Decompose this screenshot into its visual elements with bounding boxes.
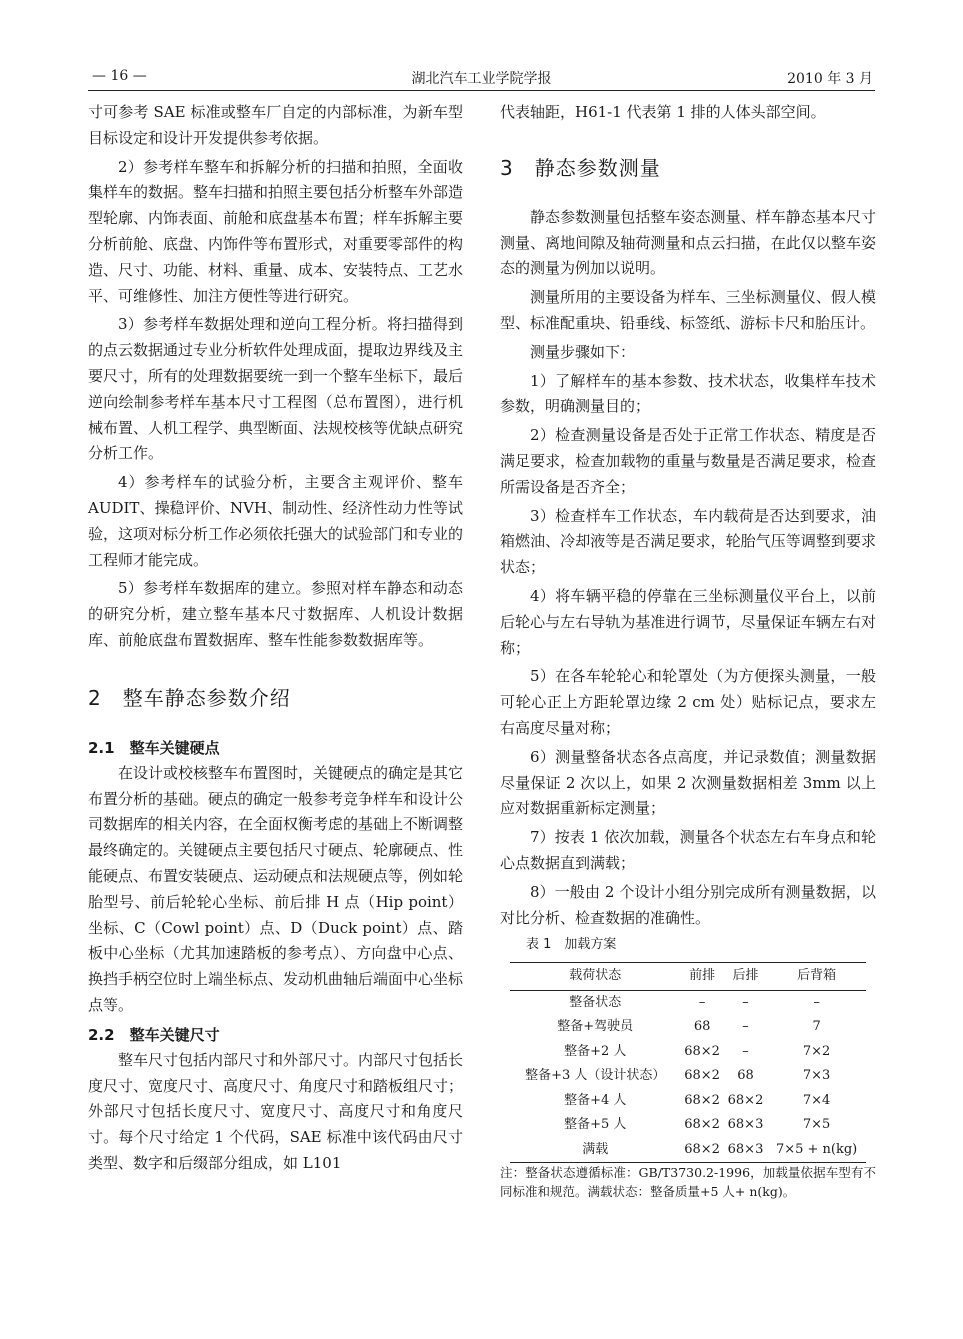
section-2-title: 2 整车静态参数介绍 (88, 685, 291, 710)
journal-name: 湖北汽车工业学院学报 (411, 71, 552, 87)
paragraph: 静态参数测量包括整车姿态测量、样车静态基本尺寸测量、离地间隙及轴荷测量和点云扫描，在此仅以整车姿态的测量为例加以说明。 (500, 207, 876, 278)
paragraph: 7）按表 1 依次加载，测量各个状态左右车身点和轮心点数据直到满载； (500, 828, 876, 872)
paragraph: 8）一般由 2 个设计小组分别完成所有测量数据，以对比分析、检查数据的准确性。 (500, 882, 876, 927)
paragraph: 5）参考样车数据库的建立。参照对样车静态和动态的研究分析，建立整车基本尺寸数据库、人机设计数据库、前舱底盘布置数据库、整车性能参数数据库等。 (88, 579, 463, 649)
table-cell: 7×4 (802, 1092, 831, 1108)
paragraph: 在设计或校核整车布置图时，关键硬点的确定是其它布置分析的基础。硬点的确定一般参考竞争样车和设计公司数据库的相关内容，在全面权衡考虑的基础上不断调整最终确定的。关键硬点主要包括尺寸硬点、轮廓硬点、性能硬点、布置安装硬点、运动硬点和法规硬点等，例如轮胎型号、前后轮轮心坐标、前后排 H 点（Hip point）坐标、C（Cowl point）点、D（Duck point）点、踏板中心坐标（尤其加速踏板的参考点）、方向盘中心点、换挡手柄空位时上端坐标点、发动机曲轴后端面中心坐标点等。 (88, 763, 464, 1014)
left-column (88, 100, 463, 1180)
paragraph: 寸可参考 SAE 标准或整车厂自定的内部标准，为新车型目标设定和设计开发提供参考依据。 (88, 103, 463, 147)
table-cell: 7×5 (802, 1117, 831, 1133)
table-cell: 整备+3 人（设计状态） (525, 1068, 666, 1084)
section-3-title: 3 静态参数测量 (500, 155, 661, 180)
table-cell: – (742, 994, 749, 1010)
paragraph: 2）参考样车整车和拆解分析的扫描和拍照，全面收集样车的数据。整车扫描和拍照主要包括分析整车外部造型轮廓、内饰表面、前舱和底盘基本布置；样车拆解主要分析前舱、底盘、内饰件等布置形式，对重要零部件的构造、尺寸、功能、材料、重量、成本、安装特点、工艺水平、可维修性、加注方便性等进行研究。 (88, 157, 464, 305)
subsection-2-2-title: 2.2 整车关键尺寸 (88, 1025, 220, 1044)
page-header (88, 64, 875, 91)
table-cell: 整备状态 (569, 994, 622, 1010)
table-cell: 7×5 + n(kg) (767, 1138, 866, 1163)
table-cell: 整备+驾驶员 (557, 1019, 634, 1035)
table-cell: 68 (737, 1068, 754, 1084)
table-row (510, 1138, 866, 1163)
table-cell: – (698, 994, 706, 1010)
table-row (510, 1089, 866, 1114)
table-cell: – (742, 1019, 749, 1035)
paragraph: 4）将车辆平稳的停靠在三坐标测量仪平台上，以前后轮心与左右导轨为基准进行调节，尽量保证车辆左右对称； (500, 586, 876, 657)
table-caption: 表 1 加载方案 (526, 937, 617, 953)
table-cell: 68 (693, 1019, 711, 1035)
table-cell: 68×2 (684, 1043, 720, 1059)
table-header-row (510, 963, 866, 991)
paragraph: 3）检查样车工作状态，车内载荷是否达到要求，油箱燃油、冷却液等是否满足要求，轮胎气压等调整到要求状态； (500, 506, 876, 577)
paragraph: 整车尺寸包括内部尺寸和外部尺寸。内部尺寸包括长度尺寸、宽度尺寸、高度尺寸、角度尺寸和踏板组尺寸；外部尺寸包括长度尺寸、宽度尺寸、高度尺寸和角度尺寸。每个尺寸给定 1 个代码，SAE 标准中该代码由尺寸类型、数字和后缀部分组成，如 L101 (88, 1050, 464, 1172)
table-cell: 7 (812, 1019, 821, 1035)
column-header: 前排 (680, 963, 723, 991)
loading-scheme-table (510, 962, 866, 1163)
table-cell: 整备+4 人 (564, 1092, 627, 1108)
table-cell: 整备+2 人 (564, 1043, 627, 1059)
column-header: 后背箱 (767, 963, 866, 991)
table-row (510, 1064, 866, 1089)
table-cell: 68×2 (680, 1138, 723, 1163)
table-cell: 68×3 (724, 1138, 767, 1163)
table-cell: 68×3 (727, 1117, 764, 1133)
paragraph: 4）参考样车的试验分析，主要含主观评价、整车 AUDIT、操稳评价、NVH、制动性、经济性动力性等试验，这项对标分析工作必须依托强大的试验部门和专业的工程师才能完成。 (88, 473, 464, 569)
column-header: 载荷状态 (510, 963, 680, 991)
table-row (510, 1113, 866, 1138)
subsection-2-1-title: 2.1 整车关键硬点 (88, 738, 220, 757)
table-note: 注：整备状态遵循标准：GB/T3730.2-1996，加载量依据车型有不同标准和规范。满载状态：整备质量+5 人+ n(kg)。 (500, 1165, 876, 1200)
table-cell: – (742, 1043, 749, 1059)
table-cell: 满载 (510, 1138, 680, 1163)
column-header: 后排 (724, 963, 767, 991)
table-row (510, 990, 866, 1015)
table-row (510, 1015, 866, 1040)
paragraph: 2）检查测量设备是否处于正常工作状态、精度是否满足要求，检查加载物的重量与数量是否满足要求，检查所需设备是否齐全； (500, 426, 876, 496)
issue-date: 2010 年 3 月 (787, 71, 873, 87)
paragraph: 代表轴距，H61-1 代表第 1 排的人体头部空间。 (500, 103, 826, 121)
table-cell: 68×2 (684, 1092, 720, 1108)
page-number: — 16 — (92, 68, 147, 84)
table-cell: 68×2 (727, 1092, 764, 1108)
table-cell: – (813, 994, 820, 1010)
table-cell: 68×2 (684, 1117, 720, 1133)
paragraph: 3）参考样车数据处理和逆向工程分析。将扫描得到的点云数据通过专业分析软件处理成面，提取边界线及主要尺寸，所有的处理数据要统一到一个整车坐标下，最后逆向绘制参考样车基本尺寸工程图（总布置图），进行机械布置、人机工程学、典型断面、法规校核等优缺点研究分析工作。 (88, 315, 464, 463)
table-cell: 68×2 (684, 1068, 720, 1084)
paragraph: 1）了解样车的基本参数、技术状态，收集样车技术参数，明确测量目的； (500, 371, 876, 416)
table-cell: 整备+5 人 (564, 1117, 627, 1133)
table-row (510, 1040, 866, 1065)
right-column (500, 100, 876, 1204)
table-cell: 7×2 (802, 1043, 831, 1059)
paragraph: 测量步骤如下： (530, 342, 636, 361)
paragraph: 测量所用的主要设备为样车、三坐标测量仪、假人模型、标准配重块、铅垂线、标签纸、游标卡尺和胎压计。 (500, 288, 876, 332)
table-cell: 7×3 (802, 1068, 831, 1084)
paragraph: 5）在各车轮轮心和轮罩处（为方便探头测量，一般可轮心正上方距轮罩边缘 2 cm 处）贴标记点，要求左右高度尽量对称； (500, 667, 876, 737)
paragraph: 6）测量整备状态各点高度，并记录数值；测量数据尽量保证 2 次以上，如果 2 次测量数据相差 3mm 以上应对数据重新标定测量； (500, 747, 876, 818)
